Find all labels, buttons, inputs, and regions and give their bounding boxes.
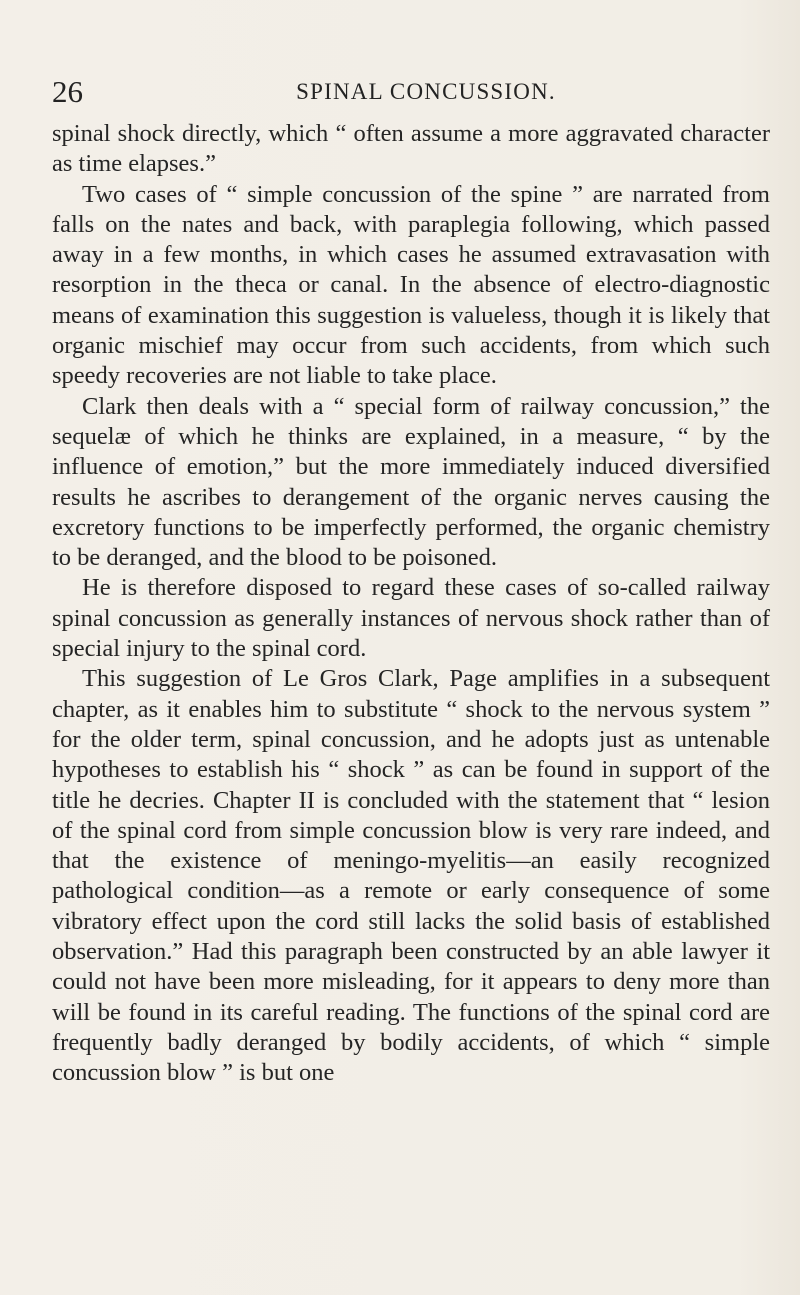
body-text [52, 119, 770, 1089]
running-head [52, 74, 772, 110]
paragraph-suggestion-page: This suggestion of Le Gros Clark, Page amplifies in a subsequent chapter, as it enables him to substitute “ shock to the nervous system ” for the older term, spinal concussion, and he adopts just as untenable hypotheses to establish his “ shock ” as can be found in support of the title he decries. Chapter II is concluded with the statement that “ lesion of the spinal cord from simple concussion blow is very rare indeed, and that the existence of meningo-myelitis—an easily recognized pathological condition—as a remote or early consequence of some vibratory effect upon the cord still lacks the solid basis of established observation.” Had this paragraph been constructed by an able lawyer it could not have been more misleading, for it appears to deny more than will be found in its careful reading. The functions of the spinal cord are frequently badly deranged by bodily accidents, of which “ simple concussion blow ” is but one [52, 665, 770, 1087]
paragraph-continuation: spinal shock directly, which “ often assume a more aggravated character as time elapses.” [52, 120, 770, 178]
page-number: 26 [52, 74, 83, 109]
paragraph-clark-railway: Clark then deals with a “ special form of railway concussion,” the sequelæ of which he thinks are explained, in a measure, “ by the influence of emotion,” but the more immediately induced diversified results he ascribes to derangement of the organic nerves causing the excretory functions to be imperfectly performed, the organic chemistry to be deranged, and the blood to be poisoned. [52, 392, 770, 572]
paragraph-two-cases: Two cases of “ simple concussion of the spine ” are narrated from falls on the nates and back, with paraplegia following, which passed away in a few months, in which cases he assumed extravasation with resorption in the theca or canal. In the absence of electro-diagnostic means of examination this suggestion is valueless, though it is likely that organic mischief may occur from such accidents, from which such speedy recoveries are not liable to take place. [52, 180, 770, 390]
paragraph-therefore-disposed: He is therefore disposed to regard these cases of so-called railway spinal concussion as generally instances of nervous shock rather than of special injury to the spinal cord. [52, 574, 770, 663]
running-title: SPINAL CONCUSSION. [296, 79, 556, 104]
